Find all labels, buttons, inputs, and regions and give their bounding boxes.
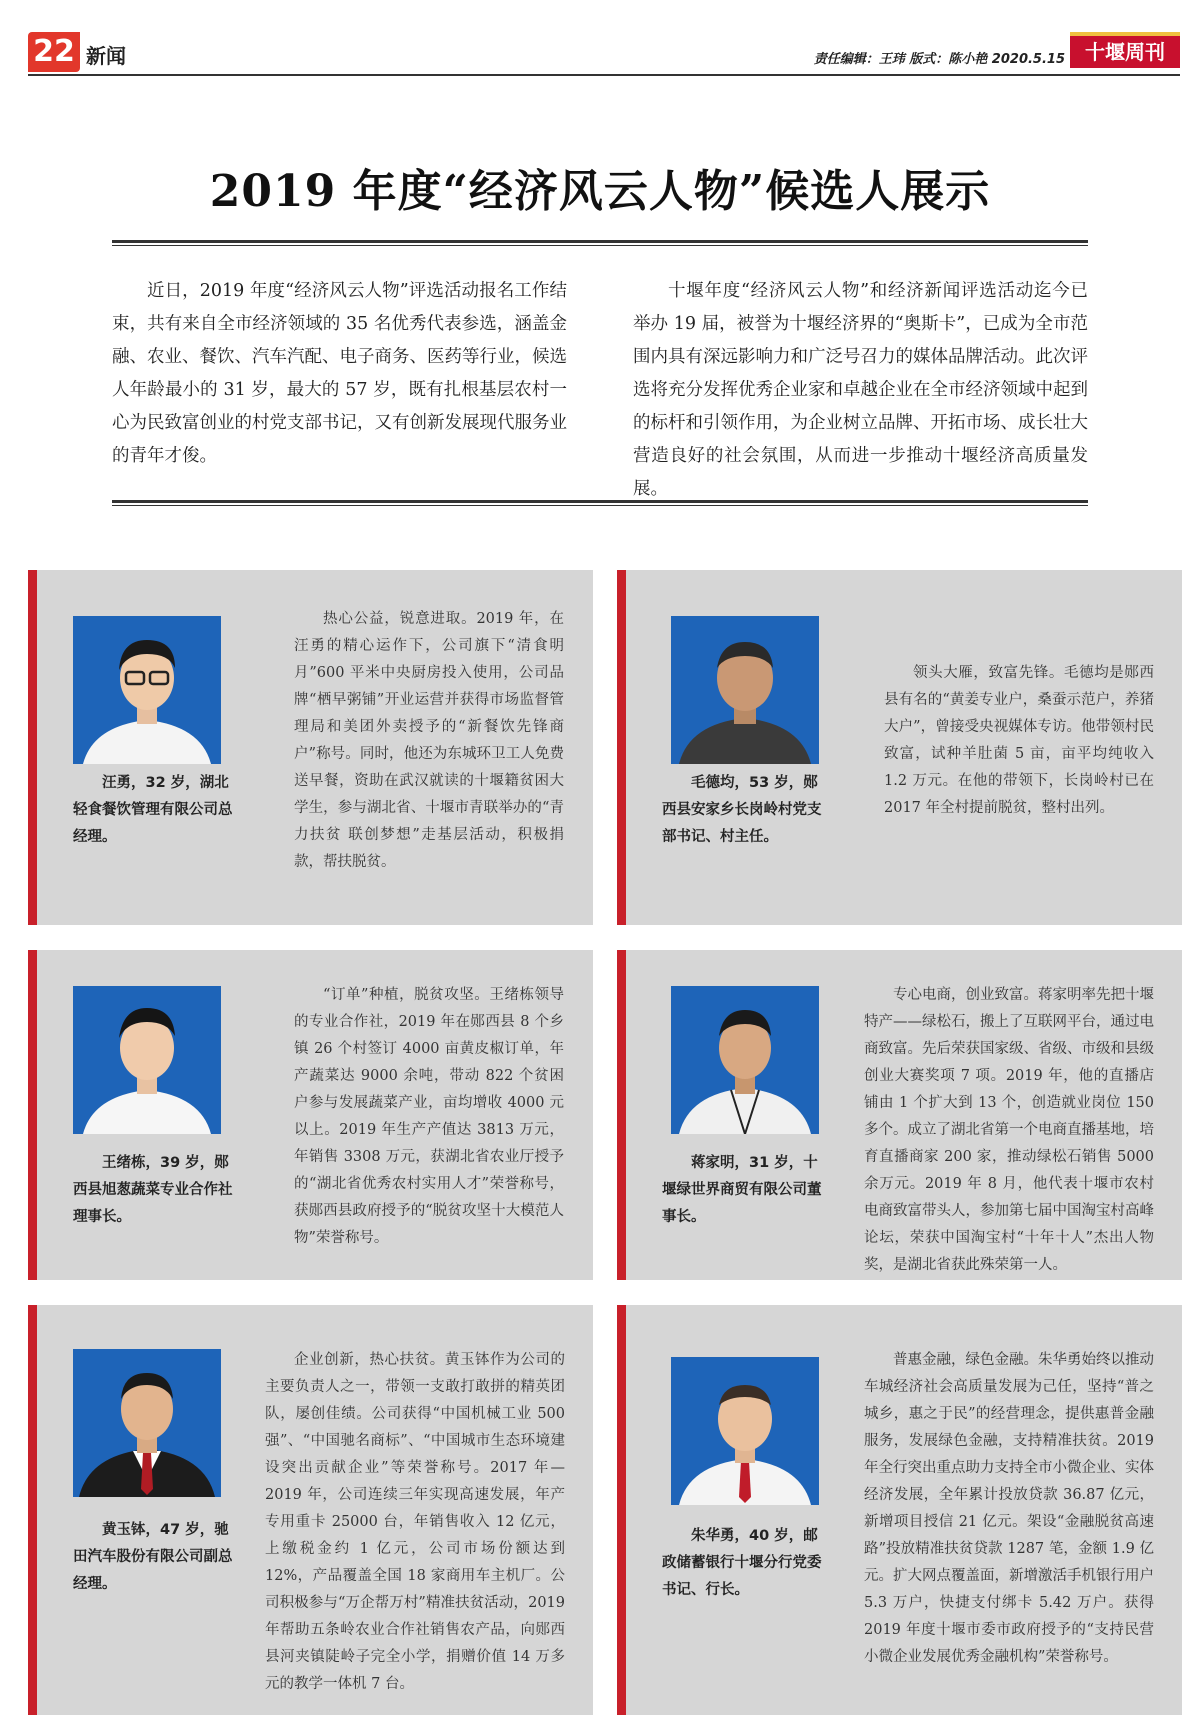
candidate-card bbox=[28, 570, 593, 925]
candidate-photo bbox=[73, 1349, 221, 1497]
candidate-photo bbox=[73, 616, 221, 764]
candidate-card bbox=[617, 1305, 1182, 1715]
section-label: 新闻 bbox=[86, 44, 126, 68]
candidate-photo bbox=[671, 1357, 819, 1505]
candidate-caption: 黄玉钵，47 岁，驰田汽车股份有限公司副总经理。 bbox=[73, 1522, 233, 1592]
intro-right-paragraph: 十堰年度“经济风云人物”和经济新闻评选活动迄今已举办 19 届，被誉为十堰经济界的“奥斯卡”，已成为全市范围内具有深远影响力和广泛号召力的媒体品牌活动。此次评选将充分发挥优秀企业家和卓越企业在全市经济领域中起到的标杆和引领作用，为企业树立品牌、开拓市场、成长壮大营造良好的社会氛围，从而进一步推动十堰经济高质量发展。 bbox=[633, 281, 1088, 499]
editor-credits: 责任编辑：王玮 版式：陈小艳 2020.5.15 bbox=[813, 52, 1065, 67]
page-title: 2019 年度“经济风云人物”候选人展示 bbox=[209, 166, 991, 217]
candidate-caption: 蒋家明，31 岁，十堰绿世界商贸有限公司董事长。 bbox=[662, 1155, 822, 1225]
candidate-bio: 普惠金融，绿色金融。朱华勇始终以推动车城经济社会高质量发展为己任，坚持“普之城乡，惠之于民”的经营理念，提供惠普金融服务，发展绿色金融，支持精准扶贫。2019 年全行突出重点助力支持全市小微企业、实体经济发展，全年累计投放贷款 36.87 亿元，新增项目授信 21 亿元。架设“金融脱贫高速路”投放精准扶贫贷款 1287 笔，金额 1.9 亿元。扩大网点覆盖面，新增激活手机银行用户 5.3 万户，快捷支付绑卡 5.42 万户。获得 2019 年度十堰市委市政府授予的“支持民营小微企业发展优秀金融机构”荣誉称号。 bbox=[864, 1352, 1154, 1665]
candidate-photo bbox=[73, 986, 221, 1134]
candidate-photo bbox=[671, 986, 819, 1134]
header-divider bbox=[28, 74, 1180, 76]
candidate-caption: 毛德均，53 岁，郧西县安家乡长岗岭村党支部书记、村主任。 bbox=[662, 775, 822, 845]
candidate-caption: 朱华勇，40 岁，邮政储蓄银行十堰分行党委书记、行长。 bbox=[662, 1528, 822, 1598]
title-divider-top bbox=[112, 240, 1088, 246]
candidate-bio: 企业创新，热心扶贫。黄玉钵作为公司的主要负责人之一，带领一支敢打敢拼的精英团队，屡创佳绩。公司获得“中国机械工业 500 强”、“中国驰名商标”、“中国城市生态环境建设突出贡献企业”等荣誉称号。2017 年—2019 年，公司连续三年实现高速发展，年产专用重卡 25000 台，年销售收入 12 亿元，上缴税金约 1 亿元，公司市场份额达到 12%，产品覆盖全国 18 家商用车主机厂。公司积极参与“万企帮万村”精准扶贫活动，2019 年帮助五条岭农业合作社销售农产品，向郧西县河夹镇陡岭子完全小学，捐赠价值 14 万多元的教学一体机 7 台。 bbox=[265, 1352, 565, 1692]
brand-logo: 十堰周刊 bbox=[1070, 32, 1180, 68]
candidate-bio: 专心电商，创业致富。蒋家明率先把十堰特产——绿松石，搬上了互联网平台，通过电商致富。先后荣获国家级、省级、市级和县级创业大赛奖项 7 项。2019 年，他的直播店铺由 1 个扩大到 13 个，创造就业岗位 150 多个。成立了湖北省第一个电商直播基地，培育直播商家 200 家，推动绿松石销售 5000 余万元。2019 年 8 月，他代表十堰市农村电商致富带头人，参加第七届中国淘宝村高峰论坛，荣获中国淘宝村“十年十人”杰出人物奖，是湖北省获此殊荣第一人。 bbox=[864, 987, 1154, 1273]
candidate-bio: “订单”种植，脱贫攻坚。王绪栋领导的专业合作社，2019 年在郧西县 8 个乡镇 26 个村签订 4000 亩黄皮椒订单，年产蔬菜达 9000 余吨，带动 822 个贫困户参与发展蔬菜产业，亩均增收 4000 元以上。2019 年生产产值达 3813 万元，年销售 3308 万元，获湖北省农业厅授予的“湖北省优秀农村实用人才”荣誉称号，获郧西县政府授予的“脱贫攻坚十大模范人物”荣誉称号。 bbox=[294, 987, 564, 1246]
candidate-card bbox=[28, 950, 593, 1280]
candidate-card bbox=[617, 570, 1182, 925]
candidate-bio: 领头大雁，致富先锋。毛德均是郧西县有名的“黄姜专业户，桑蚕示范户，养猪大户”，曾接受央视媒体专访。他带领村民致富，试种羊肚菌 5 亩，亩平均纯收入 1.2 万元。在他的带领下，长岗岭村已在 2017 年全村提前脱贫，整村出列。 bbox=[884, 665, 1154, 816]
candidate-card bbox=[617, 950, 1182, 1280]
page-number: 22 bbox=[28, 32, 80, 72]
candidate-bio: 热心公益，锐意进取。2019 年，在汪勇的精心运作下，公司旗下“清食明月”600 平米中央厨房投入使用，公司品牌“栖早粥铺”开业运营并获得市场监督管理局和美团外卖授予的“新餐饮先锋商户”称号。同时，他还为东城环卫工人免费送早餐，资助在武汉就读的十堰籍贫困大学生，参与湖北省、十堰市青联举办的“青力扶贫 联创梦想”走基层活动，积极捐款，帮扶脱贫。 bbox=[294, 611, 564, 870]
candidate-card bbox=[28, 1305, 593, 1715]
candidate-caption: 汪勇，32 岁，湖北轻食餐饮管理有限公司总经理。 bbox=[73, 775, 233, 845]
candidate-photo bbox=[671, 616, 819, 764]
intro-divider-bottom bbox=[112, 500, 1088, 506]
intro-left-paragraph: 近日，2019 年度“经济风云人物”评选活动报名工作结束，共有来自全市经济领域的 35 名优秀代表参选，涵盖金融、农业、餐饮、汽车汽配、电子商务、医药等行业，候选人年龄最小的 31 岁，最大的 57 岁，既有扎根基层农村一心为民致富创业的村党支部书记，又有创新发展现代服务业的青年才俊。 bbox=[112, 281, 567, 466]
candidate-caption: 王绪栋，39 岁，郧西县旭葱蔬菜专业合作社理事长。 bbox=[73, 1155, 233, 1225]
